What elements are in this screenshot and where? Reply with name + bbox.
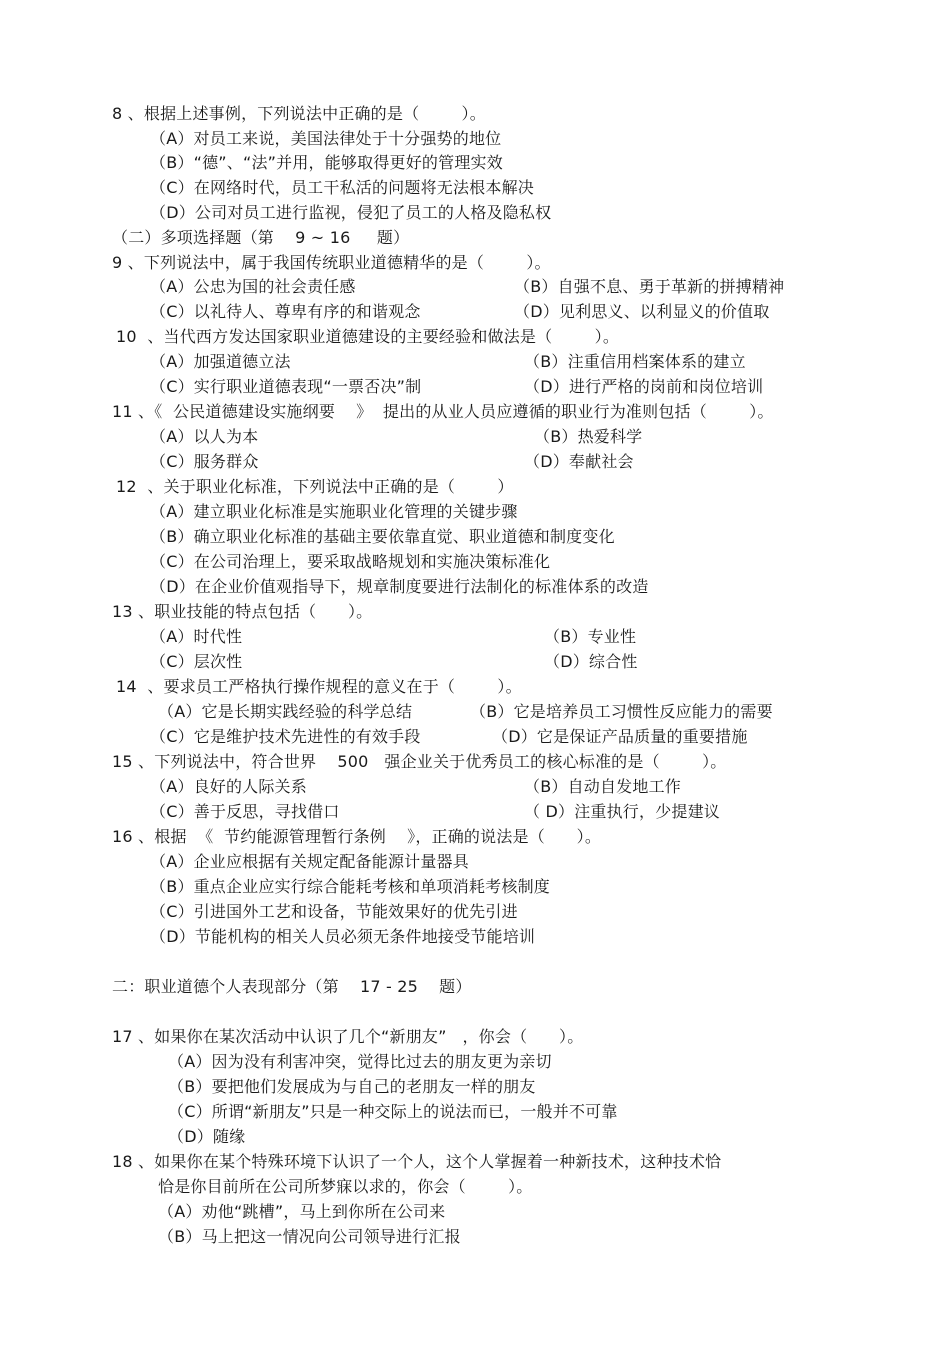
option-a: （A）以人为本 — [150, 427, 259, 446]
question-13: 13 、职业技能的特点包括（ ）。 — [112, 602, 373, 621]
question-11: 11 、《 公民道德建设实施纲要 》 提出的从业人员应遵循的职业行为准则包括（ ）。 — [112, 402, 774, 421]
option-b: （B）热爱科学 — [534, 427, 643, 446]
option-c: （C）在网络时代，员工干私活的问题将无法根本解决 — [150, 178, 534, 197]
section-heading: （二）多项选择题（第 9 ~ 16 题） — [112, 228, 410, 247]
option-b: （B）它是培养员工习惯性反应能力的需要 — [470, 702, 773, 721]
option-c: （C）所谓“新朋友”只是一种交际上的说法而已，一般并不可靠 — [168, 1102, 618, 1121]
option-d: （D）见利思义、以利显义的价值取 — [514, 302, 770, 321]
option-d: （D）随缘 — [168, 1127, 246, 1146]
option-d: （D）在企业价值观指导下，规章制度要进行法制化的标准体系的改造 — [150, 577, 649, 596]
option-a: （A）对员工来说，美国法律处于十分强势的地位 — [150, 129, 502, 148]
option-a: （A）加强道德立法 — [150, 352, 291, 371]
option-a: （A）公忠为国的社会责任感 — [150, 277, 356, 296]
option-c: （C）层次性 — [150, 652, 243, 671]
option-a: （A）时代性 — [150, 627, 243, 646]
option-b: （B）确立职业化标准的基础主要依靠直觉、职业道德和制度变化 — [150, 527, 615, 546]
option-b: （B）“德”、“法”并用，能够取得更好的管理实效 — [150, 153, 503, 172]
question-14: 14 、要求员工严格执行操作规程的意义在于（ ）。 — [116, 677, 522, 696]
option-a: （A）建立职业化标准是实施职业化管理的关键步骤 — [150, 502, 518, 521]
option-c: （C）善于反思，寻找借口 — [150, 802, 340, 821]
option-b: （B）自动自发地工作 — [524, 777, 681, 796]
option-a: （A）劝他“跳槽”，马上到你所在公司来 — [158, 1202, 446, 1221]
question-18-continued: 恰是你目前所在公司所梦寐以求的，你会（ ）。 — [158, 1177, 533, 1196]
option-a: （A）企业应根据有关规定配备能源计量器具 — [150, 852, 469, 871]
option-c: （C）服务群众 — [150, 452, 259, 471]
option-b: （B）自强不息、勇于革新的拼搏精神 — [514, 277, 785, 296]
question-17: 17 、如果你在某次活动中认识了几个“新朋友” ，你会（ ）。 — [112, 1027, 584, 1046]
option-a: （A）因为没有利害冲突，觉得比过去的朋友更为亲切 — [168, 1052, 552, 1071]
question-8: 8 、根据上述事例，下列说法中正确的是（ ）。 — [112, 104, 486, 123]
option-d: （D）进行严格的岗前和岗位培训 — [524, 377, 764, 396]
option-b: （B）要把他们发展成为与自己的老朋友一样的朋友 — [168, 1077, 536, 1096]
option-d: （ D）注重执行，少提建议 — [524, 802, 721, 821]
section-heading: 二：职业道德个人表现部分（第 17 - 25 题） — [112, 977, 472, 996]
question-10: 10 、当代西方发达国家职业道德建设的主要经验和做法是（ ）。 — [116, 327, 620, 346]
option-c: （C）实行职业道德表现“一票否决”制 — [150, 377, 422, 396]
option-b: （B）马上把这一情况向公司领导进行汇报 — [158, 1227, 461, 1246]
option-c: （C）它是维护技术先进性的有效手段 — [150, 727, 421, 746]
option-a: （A）它是长期实践经验的科学总结 — [158, 702, 413, 721]
option-b: （B）专业性 — [544, 627, 637, 646]
question-9: 9 、下列说法中，属于我国传统职业道德精华的是（ ）。 — [112, 253, 551, 272]
option-a: （A）良好的人际关系 — [150, 777, 307, 796]
option-b: （B）重点企业应实行综合能耗考核和单项消耗考核制度 — [150, 877, 550, 896]
option-c: （C）引进国外工艺和设备，节能效果好的优先引进 — [150, 902, 518, 921]
option-d: （D）奉献社会 — [524, 452, 634, 471]
option-d: （D）它是保证产品质量的重要措施 — [492, 727, 748, 746]
option-c: （C）在公司治理上，要采取战略规划和实施决策标准化 — [150, 552, 551, 571]
question-16: 16 、根据 《 节约能源管理暂行条例 》，正确的说法是（ ）。 — [112, 827, 602, 846]
question-15: 15 、下列说法中，符合世界 500 强企业关于优秀员工的核心标准的是（ ）。 — [112, 752, 727, 771]
question-18: 18 、如果你在某个特殊环境下认识了一个人，这个人掌握着一种新技术，这种技术恰 — [112, 1152, 722, 1171]
option-c: （C）以礼待人、尊卑有序的和谐观念 — [150, 302, 421, 321]
question-12: 12 、关于职业化标准，下列说法中正确的是（ ） — [116, 477, 514, 496]
option-d: （D）公司对员工进行监视，侵犯了员工的人格及隐私权 — [150, 203, 552, 222]
option-b: （B）注重信用档案体系的建立 — [524, 352, 746, 371]
option-d: （D）综合性 — [544, 652, 638, 671]
option-d: （D）节能机构的相关人员必须无条件地接受节能培训 — [150, 927, 536, 946]
